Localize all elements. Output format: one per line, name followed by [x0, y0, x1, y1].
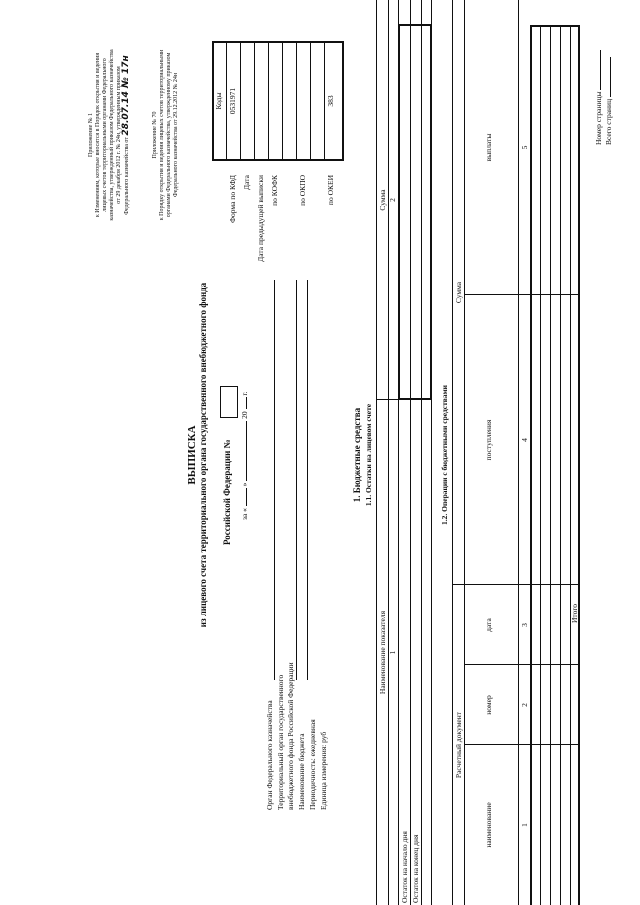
- document-title: [186, 205, 208, 705]
- ops-num-4: 4: [520, 438, 529, 442]
- appendix-1-line: к Изменениям, которые вносятся в Порядок открытия и ведения: [95, 52, 101, 218]
- date-year: 20: [240, 411, 249, 419]
- info-org1: Орган Федерального казначейства: [265, 700, 274, 810]
- ops-col-payments: выплаты: [484, 133, 493, 162]
- date-mid: »: [240, 482, 249, 487]
- section1-subtitle: 1.1. Остатки на лицевом счете: [364, 403, 373, 507]
- date-prefix: за «: [240, 508, 249, 520]
- appendix-1-line: Федерального казначейства от: [124, 137, 130, 215]
- codes-header: Коды: [214, 92, 223, 110]
- total-pages-label: Всего страниц: [604, 98, 613, 145]
- appendix-1-line: казначейства, утвержденный приказом Федерального казначейства: [109, 49, 115, 221]
- ops-col-name: наименование: [484, 802, 493, 848]
- ops-sum-group: Сумма: [454, 281, 463, 304]
- ops-total-label: Итого: [570, 604, 579, 623]
- code-value-form: 0531971: [228, 87, 237, 115]
- ops-num-1: 1: [520, 823, 529, 827]
- info-unit: Единица измерения: руб: [319, 731, 328, 810]
- appendix-1-line: Приложение № 1: [88, 113, 94, 157]
- appendix-70-line: к Порядку открытия и ведения лицевых счетов территориальными: [159, 49, 165, 221]
- code-label-date: Дата: [242, 175, 251, 190]
- balances-row-start: Остаток на начало дня: [400, 831, 409, 903]
- account-number-field[interactable]: [220, 386, 238, 418]
- org2-underline: [296, 280, 297, 680]
- info-org2b: внебюджетного фонда Российской Федерации: [286, 662, 295, 810]
- date-suffix: г.: [240, 391, 249, 396]
- footer-page-number: [594, 50, 603, 145]
- ops-num-5: 5: [520, 145, 529, 150]
- info-budget: Наименование бюджета: [297, 733, 306, 810]
- code-label-kofk: по КОФК: [270, 175, 279, 206]
- ops-num-3: 3: [520, 623, 529, 627]
- ops-data-box: [530, 25, 580, 905]
- section1-title: 1. Бюджетные средства: [352, 407, 362, 503]
- ops-num-2: 2: [520, 703, 529, 707]
- balances-col-sum: Сумма: [378, 189, 387, 211]
- footer-total-pages: [604, 57, 613, 145]
- balances-value-box: [398, 24, 432, 400]
- code-label-form: Форма по КФД: [228, 175, 237, 223]
- ops-col-income: поступления: [484, 419, 493, 461]
- balances-num-1: 1: [388, 650, 397, 655]
- date-line: [240, 391, 249, 520]
- appendix-70-line: Федерального казначейства от 29.12.2012 № 24н: [173, 72, 179, 198]
- balances-col-name: Наименование показателя: [378, 610, 387, 695]
- title-subtitle: из лицевого счета территориального органа государственного внебюджетного фонда: [198, 282, 208, 628]
- code-label-okpo: по ОКПО: [298, 175, 307, 206]
- code-label-prev-date: Дата предыдущей выписки: [256, 175, 265, 262]
- section2-subtitle: 1.2. Операции с бюджетными средствами: [440, 384, 449, 526]
- appendix-1-note: [88, 10, 131, 260]
- handwritten-order-number: 28.07.14 № 17н: [121, 55, 131, 136]
- appendix-70-line: органами Федерального казначейства, утвержденному приказом: [166, 52, 172, 218]
- balances-row-end: Остаток на конец дня: [411, 834, 420, 903]
- balances-num-2: 2: [388, 198, 397, 202]
- code-value-okei: 383: [326, 95, 335, 107]
- code-label-okei: по ОКЕИ: [326, 175, 335, 206]
- appendix-1-line: от 29 декабря 2012 г. № 24н, утвержденным приказом: [116, 66, 122, 204]
- org1-underline: [274, 280, 275, 680]
- info-period: Периодичность: ежедневная: [308, 719, 317, 810]
- ops-col-date: дата: [484, 618, 493, 632]
- appendix-1-line: лицевых счетов территориальными органами Федерального: [102, 58, 108, 212]
- appendix-70-note: [152, 10, 180, 260]
- ops-col-number: номер: [484, 695, 493, 715]
- budget-underline: [307, 280, 308, 680]
- ops-doc-group: Расчетный документ: [454, 711, 463, 779]
- title-main: ВЫПИСКА: [186, 425, 198, 485]
- page-number-label: Номер страницы: [594, 91, 603, 145]
- appendix-70-line: Приложение № 70: [152, 111, 158, 159]
- info-org2a: Территориальный орган государственного: [276, 674, 285, 810]
- title-line3: Российской Федерации №: [222, 439, 232, 545]
